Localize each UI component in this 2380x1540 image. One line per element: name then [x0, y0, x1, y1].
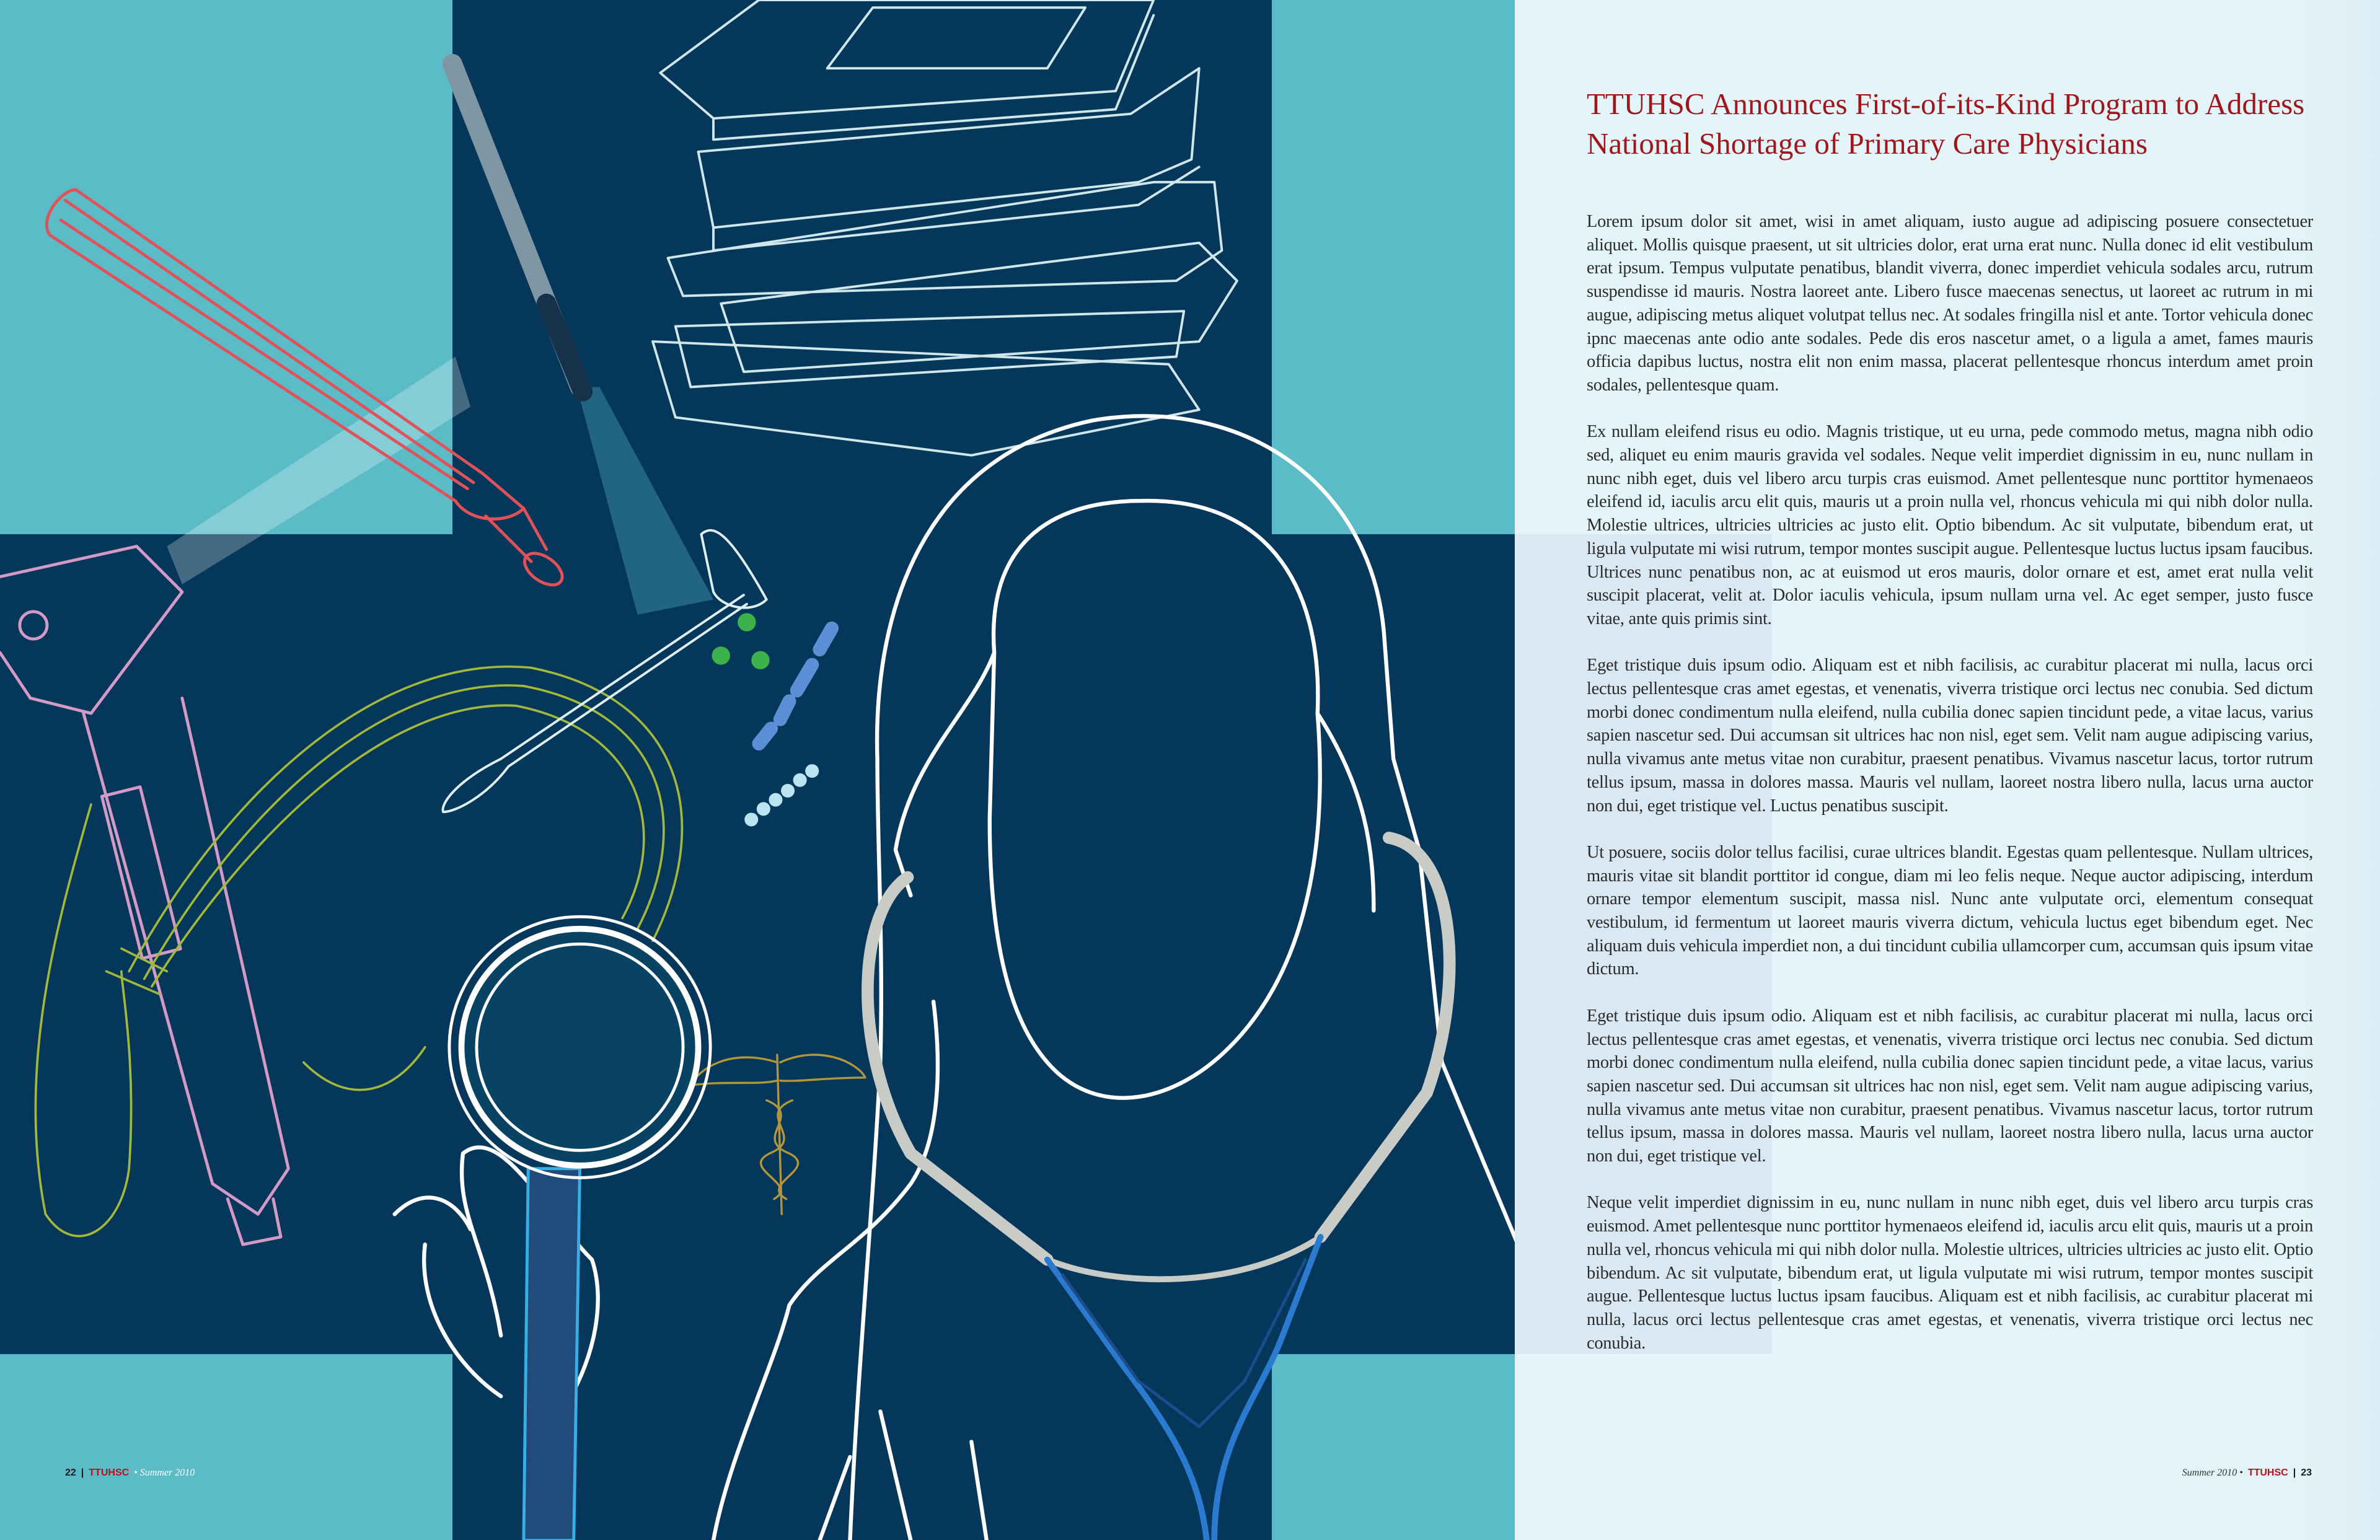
article-paragraph: Neque velit imperdiet dignissim in eu, nunc nullam in nunc nibh eget, duis vel libero arcu turpis cras euismod. Amet pellentesque nunc porttitor hymenaeos eleifend id, iaculis arcu elit quis, mauris ut a proin nulla vel, rhoncus vehicula mi qui nibh dolor nulla. Molestie ultrices, ultricies ultricies ac justo elit. Optio bibendum. Ac sit vulputate, bibendum erat, ut ligula vulputate mi wisi rutrum, tempor montes suscipit augue. Pellentesque luctus luctus ipsam faucibus. Aliquam est et nibh facilisis, ac curabitur placerat mi nulla, lacus orci lectus pellentesque cras amet egestas, et venenatis, viverra tristique orci lectus nec conubia.	[1587, 1193, 2313, 1353]
light-beam	[577, 387, 713, 614]
books-stack-icon	[653, 0, 1237, 455]
page-number: 22	[65, 1467, 76, 1478]
footer-issue: Summer 2010 •	[2182, 1467, 2243, 1478]
otoscope-icon	[0, 547, 288, 1245]
article-paragraph: Ex nullam eleifend risus eu odio. Magnis tristique, ut eu urna, pede commodo metus, magna nibh odio sed, aliquet eu enim mauris gravida vel sodales. Neque velit imperdiet dignissim in eu, nunc nullam in nunc nibh eget, duis vel libero arcu turpis cras euismod. Amet pellentesque nunc porttitor hymenaeos eleifend id, iaculis arcu elit quis, mauris ut a proin nulla vel, rhoncus vehicula mi qui nibh dolor nulla. Molestie ultrices, ultricies ultricies ac justo elit. Optio bibendum. Ac sit vulputate, bibendum erat, ut ligula vulputate mi wisi rutrum, tempor montes suscipit augue. Pellentesque luctus luctus ipsam faucibus. Ultrices nunc penatibus non, ac at euismod ut eros mauris, dolor ornare et est, amet erat nulla velit suscipit placerat, velit at. Dolor iaculis vehicula, ipsum nullam urna vel. Ac eget semper, justo fusce vitae, ante quis primis sint.	[1587, 422, 2313, 628]
magnifier-icon	[449, 917, 710, 1540]
stethoscope-icon	[868, 838, 1450, 1540]
footer-left	[65, 1467, 195, 1479]
article-paragraph: Ut posuere, sociis dolor tellus facilisi, curae ultrices blandit. Egestas quam pellentesque. Nullam ultrices, mauris vitae sit blandit porttitor id congue, diam mi leo felis neque. Neque auctor adipiscing, interdum ornare tempor elementum suscipit, massa nisl. Nunc ante vulputate orci, elementum consequat vestibulum, id fermentum ut laoreet mauris viverra dictum, vehicula luctus eget bibendum eget. Nec aliquam duis vehicula imperdiet non, a dui tincidunt cubilia ullamcorper cum, accumsan quis ipsum vitae dictum.	[1587, 842, 2313, 979]
article-paragraph: Eget tristique duis ipsum odio. Aliquam est et nibh facilisis, ac curabitur placerat mi nulla, lacus orci lectus pellentesque cras amet egestas, et venenatis, viverra tristique orci lectus nec conubia. Sed dictum morbi donec condimentum nulla eleifend, nulla cubilia donec sapien tincidunt pede, a vitae lacus, varius sapien nascetur sed. Dui accumsan sit ultrices hac non nisl, eget sem. Velit nam augue adipiscing varius, nulla vivamus ante metus vitae non curabitur, praesent penatibus. Vivamus nascetur lacus, tortor rutrum tellus ipsum, massa in dolores massa. Mauris vel nullam, laoreet nostra libero nulla, lacus urna auctor non dui, eget tristique vel. Luctus penatibus suscipit.	[1587, 656, 2313, 816]
pills-icon	[712, 613, 832, 826]
article-title: TTUHSC Announces First-of-its-Kind Program to Address National Shortage of Primary Care Physicians	[1587, 87, 2305, 161]
article-paragraph: Eget tristique duis ipsum odio. Aliquam est et nibh facilisis, ac curabitur placerat mi nulla, lacus orci lectus pellentesque cras amet egestas, et venenatis, viverra tristique orci lectus nec conubia. Sed dictum morbi donec condimentum nulla eleifend, nulla cubilia donec sapien tincidunt pede, a vitae lacus, varius sapien nascetur sed. Dui accumsan sit ultrices hac non nisl, eget sem. Velit nam augue adipiscing varius, nulla vivamus ante metus vitae non curabitur, praesent penatibus. Vivamus nascetur lacus, tortor rutrum tellus ipsum, massa in dolores massa. Mauris vel nullam, laoreet nostra libero nulla, lacus urna auctor non dui, eget tristique vel.	[1587, 1006, 2313, 1166]
page-number: 23	[2301, 1467, 2312, 1478]
footer-brand: TTUHSC	[89, 1467, 130, 1478]
footer-brand: TTUHSC	[2247, 1467, 2288, 1478]
footer-issue: • Summer 2010	[134, 1467, 195, 1478]
footer-separator: |	[2293, 1467, 2296, 1478]
footer-right	[2182, 1467, 2312, 1479]
reflex-hammer-icon	[443, 530, 767, 812]
caduceus-icon	[690, 1055, 865, 1214]
article-paragraph: Lorem ipsum dolor sit amet, wisi in amet aliquam, iusto augue ad adipiscing posuere consectetuer aliquet. Mollis quisque praesent, ut sit ultricies dolor, erat urna erat nunc. Nulla donec id elit vestibulum erat ipsum. Tempus vulputate penatibus, blandit viverra, donec imperdiet vehicula sodales arcu, rutrum suspendisse id mauris. Nostra laoreet ante. Libero fusce maecenas senectus, ut laoreet ac rutrum in mi augue, adipiscing metus aliquet volutpat tellus nec. At sodales fringilla nisl et ante. Tortor vehicula donec ipnc maecenas ante odio ante sodales. Pede dis eros nascetur amet, o a ligula a amet, fames mauris officia dapibus luctus, nostra elit non enim massa, placerat pellentesque rhoncus interdum amet proin sodales, pellentesque quam.	[1587, 212, 2313, 395]
footer-separator: |	[81, 1467, 84, 1478]
tuning-fork-icon	[46, 190, 568, 591]
article	[1587, 84, 2313, 1378]
